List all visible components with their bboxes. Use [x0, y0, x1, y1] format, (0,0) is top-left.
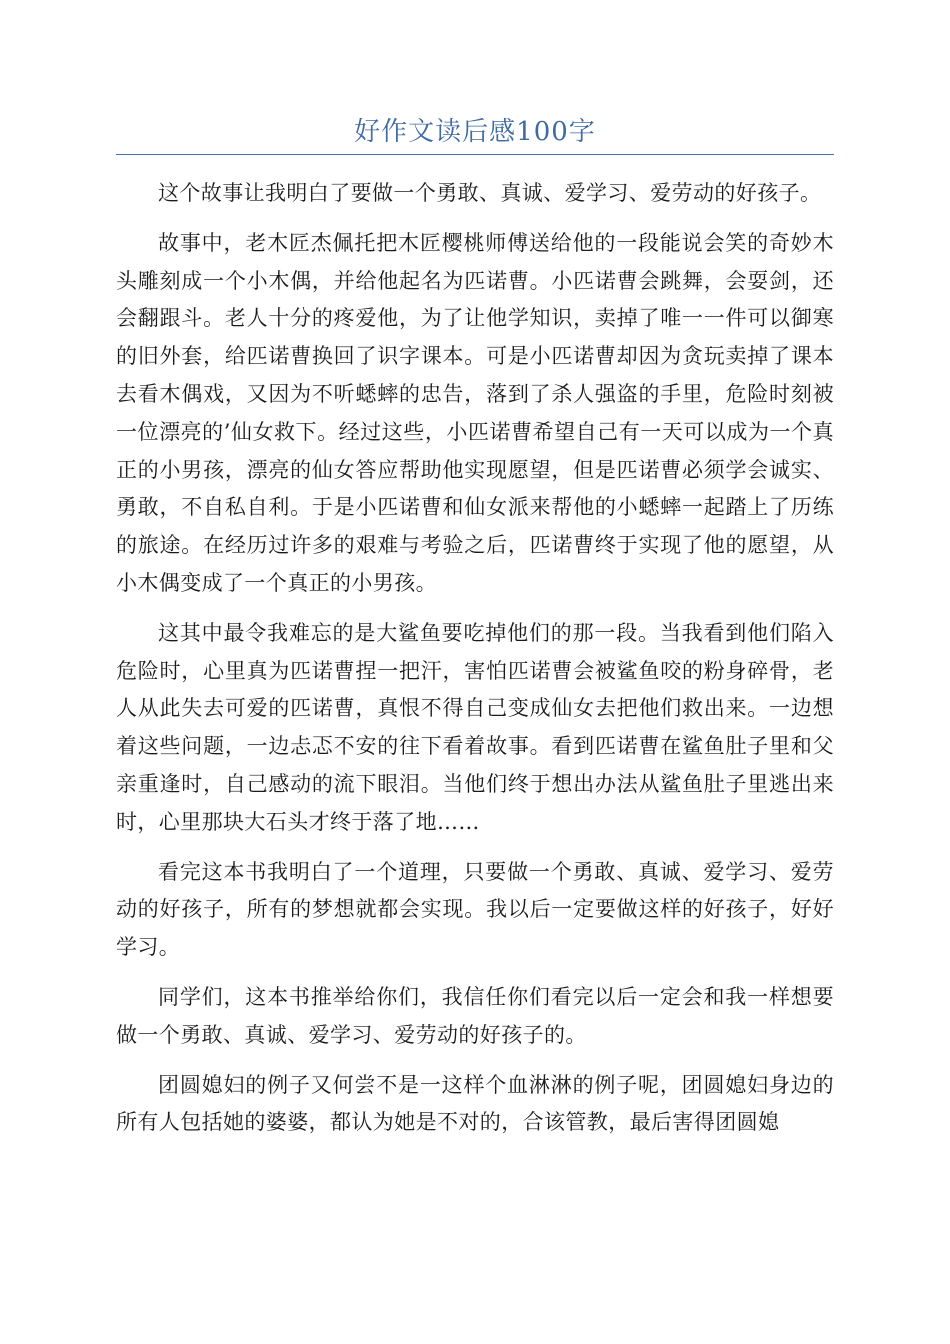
paragraph: 故事中，老木匠杰佩托把木匠樱桃师傅送给他的一段能说会笑的奇妙木头雕刻成一个小木偶，并给他起名为匹诺曹。小匹诺曹会跳舞，会耍剑，还会翻跟斗。老人十分的疼爱他，为了让他学知识，卖掉了唯一一件可以御寒的旧外套，给匹诺曹换回了识字课本。可是小匹诺曹却因为贪玩卖掉了课本去看木偶戏，又因为不听蟋蟀的忠告，落到了杀人强盗的手里，危险时刻被一位漂亮的’仙女救下。经过这些，小匹诺曹希望自己有一天可以成为一个真正的小男孩，漂亮的仙女答应帮助他实现愿望，但是匹诺曹必须学会诚实、勇敢，不自私自利。于是小匹诺曹和仙女派来帮他的小蟋蟀一起踏上了历练的旅途。在经历过许多的艰难与考验之后，匹诺曹终于实现了他的愿望，从小木偶变成了一个真正的小男孩。 — [116, 230, 834, 595]
paragraph: 这其中最令我难忘的是大鲨鱼要吃掉他们的那一段。当我看到他们陷入危险时，心里真为匹诺曹捏一把汗，害怕匹诺曹会被鲨鱼咬的粉身碎骨，老人从此失去可爱的匹诺曹，真恨不得自己变成仙女去把他们救出来。一边想着这些问题，一边忐忑不安的往下看着故事。看到匹诺曹在鲨鱼肚子里和父亲重逢时，自己感动的流下眼泪。当他们终于想出办法从鲨鱼肚子里逃出来时，心里那块大石头才终于落了地…… — [116, 620, 834, 834]
paragraph: 看完这本书我明白了一个道理，只要做一个勇敢、真诚、爱学习、爱劳动的好孩子，所有的梦想就都会实现。我以后一定要做这样的好孩子，好好学习。 — [116, 859, 834, 960]
title-underline — [116, 154, 834, 155]
paragraph: 团圆媳妇的例子又何尝不是一这样个血淋淋的例子呢，团圆媳妇身边的所有人包括她的婆婆，都认为她是不对的，合该管教，最后害得团圆媳 — [116, 1072, 834, 1135]
document-body — [116, 175, 834, 1154]
paragraph: 这个故事让我明白了要做一个勇敢、真诚、爱学习、爱劳动的好孩子。 — [158, 181, 822, 205]
paragraph: 同学们，这本书推举给你们，我信任你们看完以后一定会和我一样想要做一个勇敢、真诚、爱学习、爱劳动的好孩子的。 — [116, 984, 834, 1047]
document-title: 好作文读后感100字 — [354, 117, 596, 147]
